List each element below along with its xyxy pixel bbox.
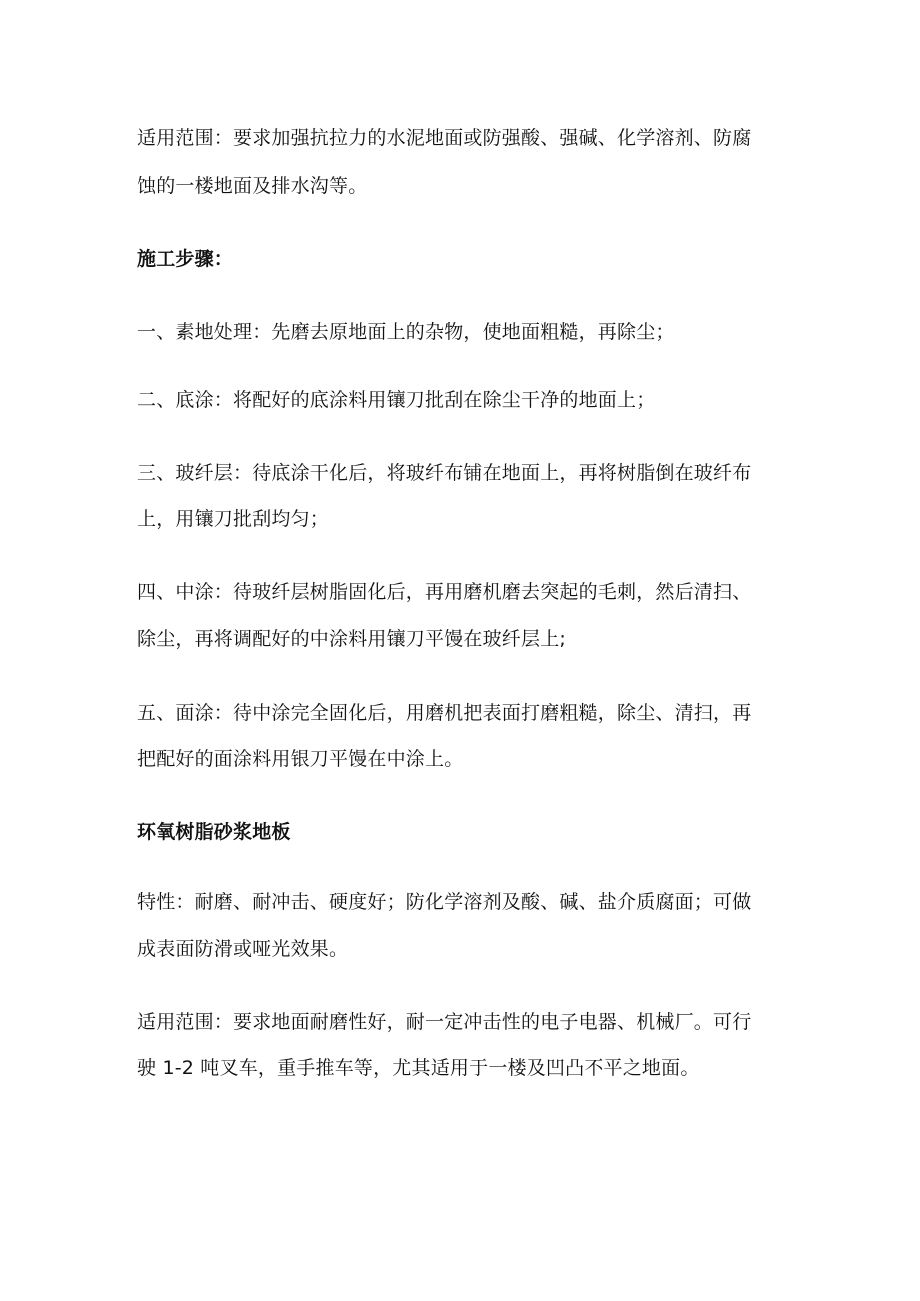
step-1-text: 一、素地处理：先磨去原地面上的杂物，使地面粗糙，再除尘； [137,321,675,343]
scope-paragraph-line-2: 蚀的一楼地面及排水沟等。 [137,175,368,197]
step-4-line-1: 四、中涂：待玻纤层树脂固化后，再用磨机磨去突起的毛刺，然后清扫、 [137,581,752,603]
scope-2-line-2: 驶 1-2 吨叉车，重手推车等，尤其适用于一楼及凹凸不平之地面。 [137,1057,700,1079]
step-3-line-2: 上，用镶刀批刮均匀； [137,508,330,530]
construction-steps-heading: 施工步骤： [137,248,234,270]
step-5-line-1: 五、面涂：待中涂完全固化后，用磨机把表面打磨粗糙，除尘、清扫，再 [137,702,752,724]
step-4-line-2: 除尘，再将调配好的中涂料用镶刀平馒在玻纤层上; [137,628,567,650]
scope-2-line-1: 适用范围：要求地面耐磨性好，耐一定冲击性的电子电器、机械厂。可行 [137,1011,752,1033]
epoxy-mortar-floor-heading: 环氧树脂砂浆地板 [137,821,291,843]
features-line-2: 成表面防滑或哑光效果。 [137,938,349,960]
step-5-line-2: 把配好的面涂料用银刀平馒在中涂上。 [137,748,464,770]
scope-paragraph-line-1: 适用范围：要求加强抗拉力的水泥地面或防强酸、强碱、化学溶剂、防腐 [137,127,752,149]
features-line-1: 特性：耐磨、耐冲击、硬度好；防化学溶剂及酸、碱、盐介质腐面；可做 [137,891,752,913]
step-2-text: 二、底涂：将配好的底涂料用镶刀批刮在除尘干净的地面上； [137,389,656,411]
step-3-line-1: 三、玻纤层：待底涂干化后，将玻纤布铺在地面上，再将树脂倒在玻纤布 [137,462,752,484]
